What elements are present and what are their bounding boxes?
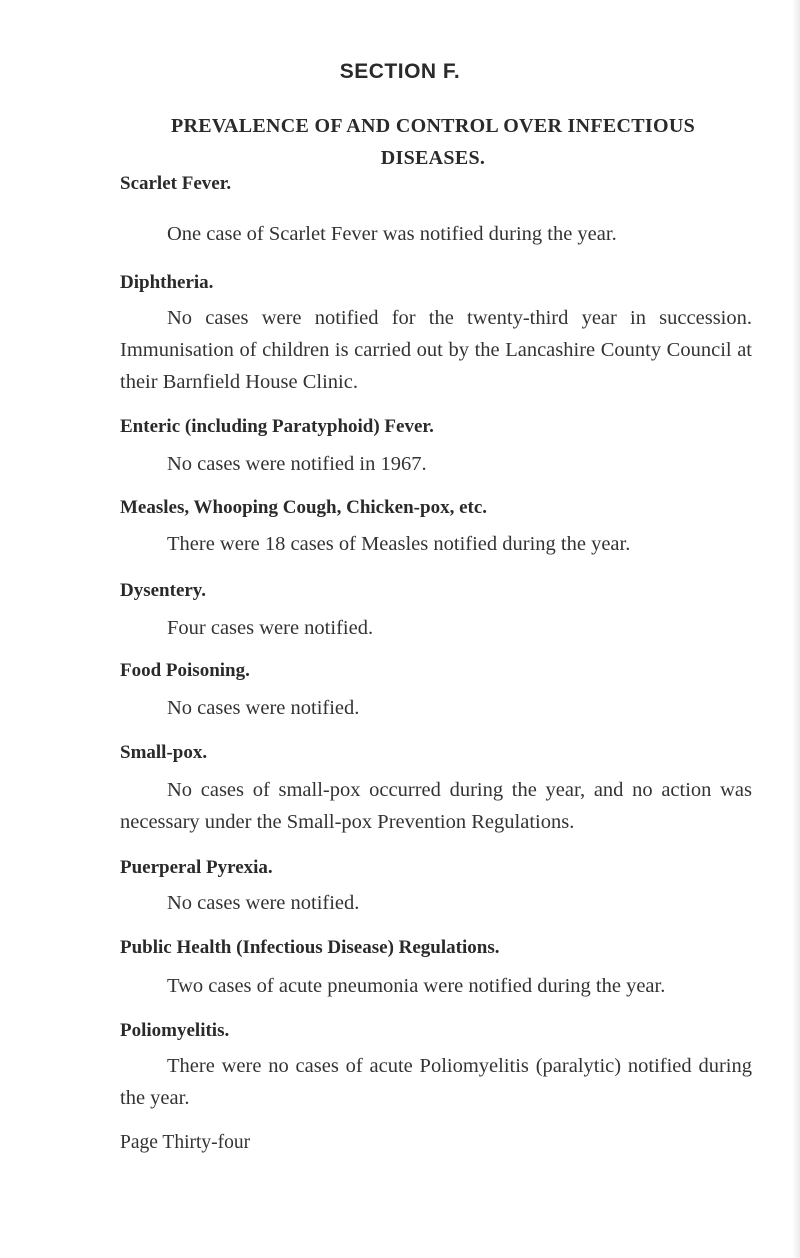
- text-poliomyelitis: There were no cases of acute Poliomyelitis (paralytic) notified during the year.: [120, 1055, 752, 1109]
- text-scarlet-fever: One case of Scarlet Fever was notified during the year.: [167, 223, 617, 245]
- heading-poliomyelitis: Poliomyelitis.: [120, 1020, 230, 1041]
- text-measles: There were 18 cases of Measles notified during the year.: [167, 533, 631, 555]
- section-label: SECTION F.: [339, 60, 461, 83]
- heading-enteric-fever: Enteric (including Paratyphoid) Fever.: [120, 416, 434, 437]
- heading-measles: Measles, Whooping Cough, Chicken-pox, etc.: [120, 497, 488, 518]
- heading-food-poisoning: Food Poisoning.: [120, 660, 250, 681]
- text-diphtheria: No cases were notified for the twenty-third year in succession. Immunisation of children is carried out by the Lancashire County Council at their Barnfield House Clinic.: [120, 307, 752, 393]
- heading-puerperal-pyrexia: Puerperal Pyrexia.: [120, 857, 273, 878]
- heading-dysentery: Dysentery.: [120, 580, 207, 601]
- heading-diphtheria: Diphtheria.: [120, 272, 214, 293]
- text-puerperal-pyrexia: No cases were notified.: [167, 892, 360, 914]
- page-title: PREVALENCE OF AND CONTROL OVER INFECTIOUS DISEASES.: [170, 115, 696, 169]
- heading-scarlet-fever: Scarlet Fever.: [120, 173, 232, 194]
- text-enteric-fever: No cases were notified in 1967.: [167, 453, 427, 475]
- heading-small-pox: Small-pox.: [120, 742, 208, 763]
- page-footer: Page Thirty-four: [120, 1132, 251, 1153]
- page-edge-shadow: [792, 0, 800, 1258]
- text-dysentery: Four cases were notified.: [167, 617, 374, 639]
- text-small-pox: No cases of small-pox occurred during the year, and no action was necessary under the Small-pox Prevention Regulations.: [120, 779, 752, 833]
- text-public-health-regulations: Two cases of acute pneumonia were notified during the year.: [167, 975, 666, 997]
- text-food-poisoning: No cases were notified.: [167, 697, 360, 719]
- heading-public-health-regulations: Public Health (Infectious Disease) Regulations.: [120, 937, 500, 958]
